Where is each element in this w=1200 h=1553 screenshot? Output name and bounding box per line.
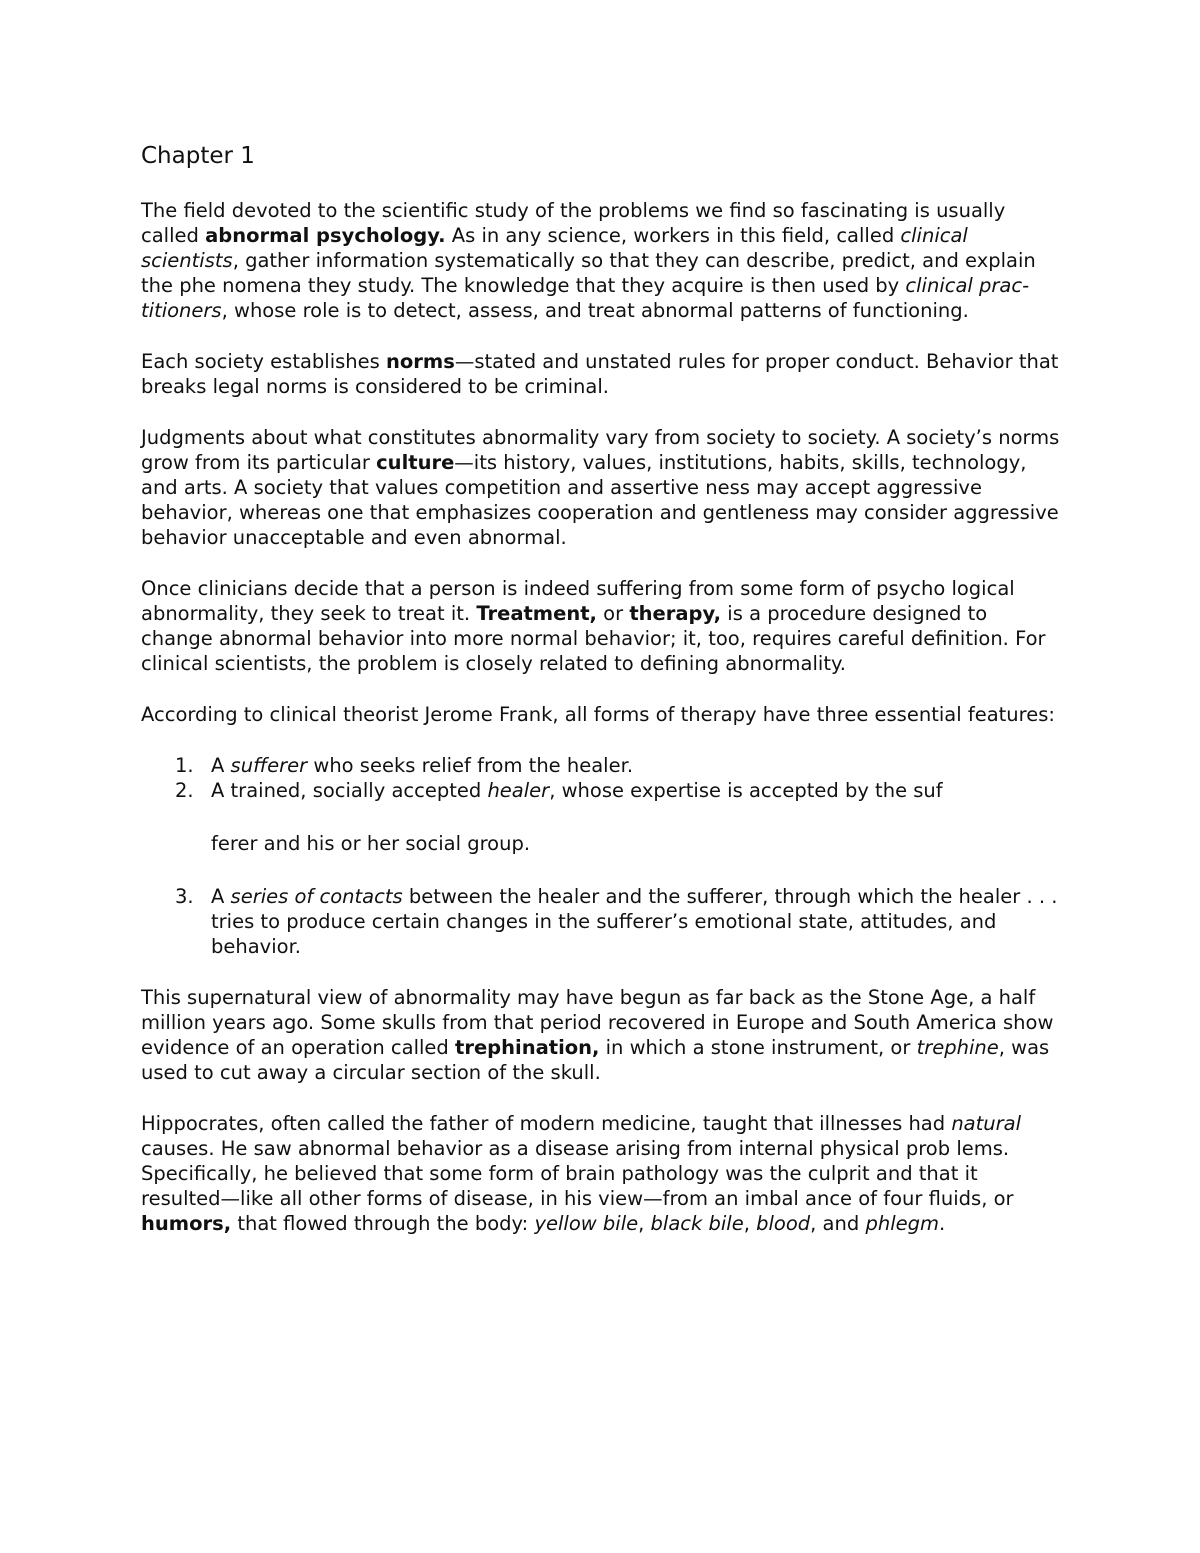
- italic-term-sufferer: sufferer: [230, 754, 308, 777]
- text-run: A: [211, 885, 231, 908]
- paragraph-norms: [141, 349, 1061, 399]
- paragraph-trephination: [141, 985, 1061, 1085]
- text-run: A trained, socially accepted: [211, 779, 488, 802]
- italic-term-clinical-practitioners: clinical prac- titioners: [141, 274, 1030, 322]
- text-run: , was used to cut away a circular section of the skull.: [141, 1036, 1050, 1084]
- text-run: ,: [743, 1212, 757, 1235]
- paragraph-abnormal-psychology: [141, 198, 1061, 323]
- document-page: [141, 141, 1061, 1262]
- therapy-features-list-continued: [141, 884, 1061, 959]
- list-item: [141, 778, 1061, 803]
- italic-term-clinical-scientists: clinical scientists: [141, 224, 968, 272]
- list-number: 1.: [175, 754, 194, 777]
- list-item-continuation: ferer and his or her social group.: [211, 832, 531, 855]
- text-run: A: [211, 754, 231, 777]
- bold-term-norms: norms: [386, 350, 455, 373]
- text-run: that flowed through the body:: [231, 1212, 535, 1235]
- text-run: is a procedure designed to change abnormal behavior into more normal behavior; it, too, requires careful definition. For clinical scientists, the problem is closely related to defining abnormality.: [141, 602, 1046, 675]
- text-run: who seeks relief from the healer.: [307, 754, 634, 777]
- chapter-title: Chapter 1: [141, 143, 255, 169]
- text-run: —stated and unstated rules for proper conduct. Behavior that breaks legal norms is considered to be criminal.: [141, 350, 1059, 398]
- bold-term-culture: culture: [376, 451, 455, 474]
- text-run: causes. He saw abnormal behavior as a disease arising from internal physical prob lems. Specifically, he believed that some form of brain pathology was the culprit and that it resulted—like all other forms of disease, in his view—from an imbal ance of four fluids, or: [141, 1137, 1014, 1210]
- text-run: , whose role is to detect, assess, and treat abnormal patterns of functioning.: [221, 299, 969, 322]
- bold-term-abnormal-psychology: abnormal psychology.: [205, 224, 446, 247]
- list-number: 2.: [175, 779, 194, 802]
- italic-term-series-of-contacts: series of contacts: [230, 885, 403, 908]
- text-run: Hippocrates, often called the father of modern medicine, taught that illnesses had: [141, 1112, 952, 1135]
- text-run: or: [596, 602, 630, 625]
- italic-term-natural: natural: [951, 1112, 1022, 1135]
- text-run: Once clinicians decide that a person is indeed suffering from some form of psycho logical abnormality, they seek to treat it.: [141, 577, 1015, 625]
- text-run: between the healer and the sufferer, through which the healer . . . tries to produce certain changes in the sufferer’s emotional state, attitudes, and behavior.: [211, 885, 1058, 958]
- text-run: As in any science, workers in this field, called: [445, 224, 901, 247]
- paragraph-jerome-frank: [141, 702, 1061, 727]
- text-run: ,: [638, 1212, 651, 1235]
- text-run: The field devoted to the scientific study of the problems we find so fascinating is usually called: [141, 199, 1006, 247]
- italic-term-blood: blood: [756, 1212, 811, 1235]
- text-run: , and: [810, 1212, 866, 1235]
- list-item: [141, 753, 1061, 778]
- text-run: This supernatural view of abnormality may have begun as far back as the Stone Age, a half million years ago. Some skulls from that period recovered in Europe and South America show evidence of an operation called: [141, 986, 1054, 1059]
- text-run: —its history, values, institutions, habits, skills, technology, and arts. A society that values competition and assertive ness may accept aggressive behavior, whereas one that emphasizes cooperation and gentleness may consider aggressive behavior unacceptable and even abnormal.: [141, 451, 1059, 549]
- text-run: , whose expertise is accepted by the suf: [549, 779, 943, 802]
- paragraph-culture: [141, 425, 1061, 550]
- text-run: Judgments about what constitutes abnormality vary from society to society. A society’s norms grow from its particular: [141, 426, 1060, 474]
- bold-term-trephination: trephination,: [455, 1036, 600, 1059]
- italic-term-phlegm: phlegm: [865, 1212, 939, 1235]
- text-run: .: [938, 1212, 946, 1235]
- list-item: [141, 884, 1061, 959]
- italic-term-healer: healer: [487, 779, 550, 802]
- text-run: in which a stone instrument, or: [599, 1036, 917, 1059]
- italic-term-yellow-bile: yellow bile: [534, 1212, 639, 1235]
- italic-term-trephine: trephine: [916, 1036, 999, 1059]
- text-run: , gather information systematically so that they can describe, predict, and explain the phe nomena they study. The knowledge that they acquire is then used by: [141, 249, 1036, 297]
- paragraph-treatment: [141, 576, 1061, 676]
- text-run: According to clinical theorist Jerome Frank, all forms of therapy have three essential features:: [141, 703, 1055, 726]
- italic-term-black-bile: black bile: [650, 1212, 744, 1235]
- bold-term-therapy: therapy,: [629, 602, 722, 625]
- bold-term-humors: humors,: [141, 1212, 232, 1235]
- text-run: Each society establishes: [141, 350, 386, 373]
- therapy-features-list: [141, 753, 1061, 803]
- paragraph-hippocrates: [141, 1111, 1061, 1236]
- list-number: 3.: [175, 885, 194, 908]
- bold-term-treatment: Treatment,: [476, 602, 597, 625]
